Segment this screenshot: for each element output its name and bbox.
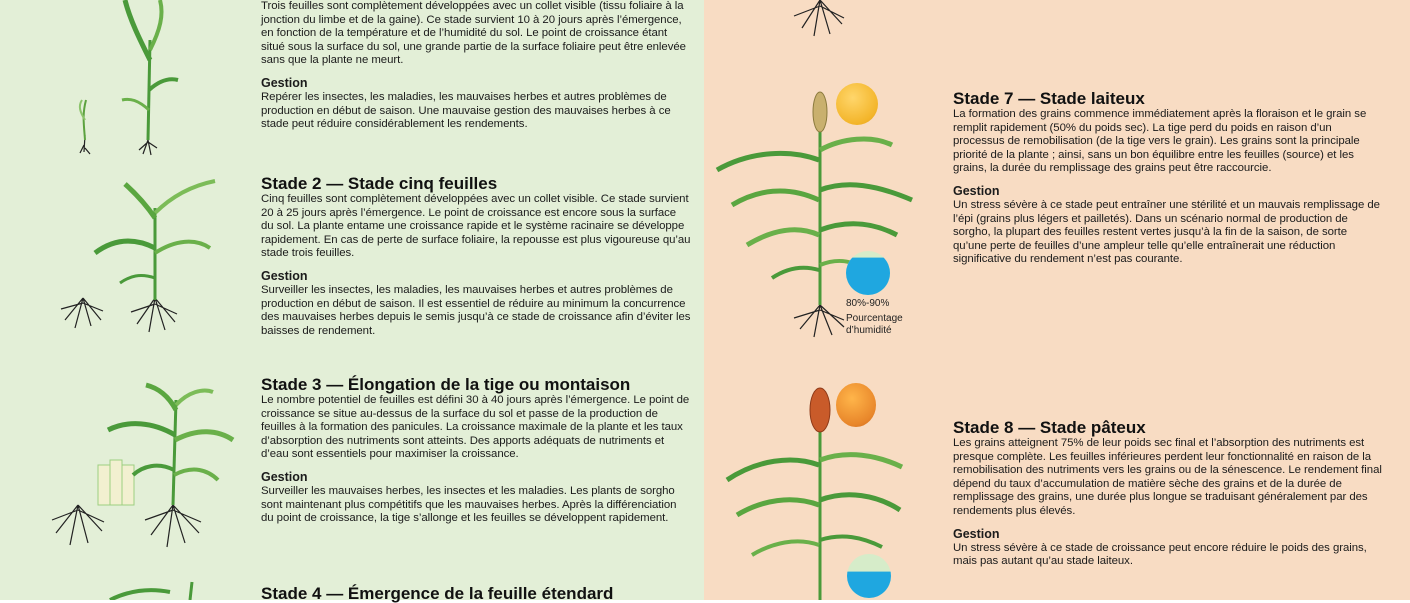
stage7-grain-icon [836, 83, 878, 125]
stage8-gestion-heading: Gestion [953, 526, 1000, 541]
stage2-title: Stade 2 — Stade cinq feuilles [261, 174, 498, 193]
stage2-gestion-text: Surveiller les insectes, les maladies, les mauvaises herbes et autres problèmes de production en début de saison. Il est essentiel de réduire au minimum la concurrence des mauvaises herbes depuis le semis jusqu’à ce stade de croissance afin d’éviter les baisses de rendement. [261, 283, 691, 337]
stage4-text [261, 584, 691, 603]
stage1-gestion-text: Repérer les insectes, les maladies, les mauvaises herbes et autres problèmes de production en début de saison. Une mauvaise gestion des mauvaises herbes à ce stade peut réduire considérablement les rendements. [261, 90, 671, 131]
stage8-description: Les grains atteignent 75% de leur poids sec final et l’absorption des nutriments est presque complète. Les feuilles inférieures perdent leur fonctionnalité en raison de la remobilisation des nutriments vers les grains ou de la sénescence. Le rendement final dépend du taux d’accumulation de matière sèche des grains et de la durée de remplissage des grains, une durée plus longue se traduisant généralement par des rendements plus élevés. [953, 437, 1382, 517]
stage4-plant-illustration [90, 580, 220, 600]
stage7-gestion-text: Un stress sévère à ce stade peut entraîner une stérilité et un mauvais remplissage de l’épi (grains plus légers et pailletés). Dans un scénario normal de production de sorgho, la plupart des feuilles restent vertes jusqu’à la fin de la saison, de sorte qu’une perte de feuilles d’une ampleur telle qu’elle entraînerait une réduction significative du rendement n’est pas courante. [953, 198, 1380, 266]
stage2-text [261, 174, 691, 338]
stage3-plant-illustration [48, 380, 238, 550]
stage7-humidity-label-2: d’humidité [846, 325, 892, 336]
stage7-gestion-heading: Gestion [953, 183, 1000, 198]
stage3-title: Stade 3 — Élongation de la tige ou montaison [261, 375, 631, 394]
stage8-grain-icon [836, 383, 876, 427]
stage6-root-illustration [790, 0, 850, 40]
stage7-title: Stade 7 — Stade laiteux [953, 89, 1145, 108]
stage8-title: Stade 8 — Stade pâteux [953, 418, 1146, 437]
stage4-title: Stade 4 — Émergence de la feuille étendard [261, 584, 614, 603]
stage2-gestion-heading: Gestion [261, 268, 308, 283]
stage1-plant-illustration [60, 0, 190, 165]
stage2-description: Cinq feuilles sont complètement développées avec un collet visible. Ce stade survient 20 à 25 jours après l’émergence. Le point de croissance est encore sous la surface du sol. La plante entame une croissance rapide et le système racinaire se développe rapidement. En cas de perte de surface foliaire, la repousse est plus vigoureuse qu’au stade trois feuilles. [261, 193, 691, 260]
stage3-gestion-heading: Gestion [261, 469, 308, 484]
stage7-text [953, 89, 1383, 267]
stage3-text [261, 375, 691, 526]
stage7-humidity-value: 80%-90% [846, 298, 890, 309]
stage3-gestion-text: Surveiller les mauvaises herbes, les insectes et les maladies. Les plants de sorgho sont maintenant plus compétitifs que les mauvaises herbes. Après la différenciation du point de croissance, la tige s’allonge et les feuilles se développent rapidement. [261, 484, 677, 525]
stage7-description: La formation des grains commence immédiatement après la floraison et le grain se remplit rapidement (50% du poids sec). La tige perd du poids en raison d’un processus de remobilisation (de la tige vers le grain). Les grains sont la principale priorité de la plante ; ainsi, sans un bon équilibre entre les feuilles (source) et les grains, la durée du remplissage des grains peut être raccourcie. [953, 108, 1367, 175]
stage3-description: Le nombre potentiel de feuilles est défini 30 à 40 jours après l’émergence. Le point de croissance se situe au-dessus de la surface du sol et passe de la production de feuilles à la formation des panicules. La croissance maximale de la plante et les taux d’absorption des nutriments sont atteints. Des apports adéquats de nutriments et d’eau sont essentiels pour maximiser la croissance. [261, 394, 690, 461]
stage2-plant-illustration [55, 178, 225, 350]
stage8-humidity-gauge [846, 553, 892, 599]
stage1-description: Trois feuilles sont complètement développées avec un collet visible (tissu foliaire à la jonction du limbe et de la gaine). Ce stade survient 10 à 20 jours après l’émergence, en fonction de la température et de l’humidité du sol. Le point de croissance étant situé sous la surface du sol, une grande partie de la surface foliaire peut être enlevée sans que la plante ne meurt. [261, 0, 686, 67]
stage1-text [261, 0, 691, 132]
stage7-humidity-gauge [845, 250, 891, 296]
stage8-gestion-text: Un stress sévère à ce stade de croissance peut encore réduire le poids des grains, mais pas autant qu’au stade laiteux. [953, 541, 1367, 568]
stage7-plant-illustration [712, 90, 922, 340]
stage7-humidity-label-1: Pourcentage [846, 313, 903, 324]
stage1-gestion-heading: Gestion [261, 75, 308, 90]
stage8-text [953, 418, 1383, 569]
